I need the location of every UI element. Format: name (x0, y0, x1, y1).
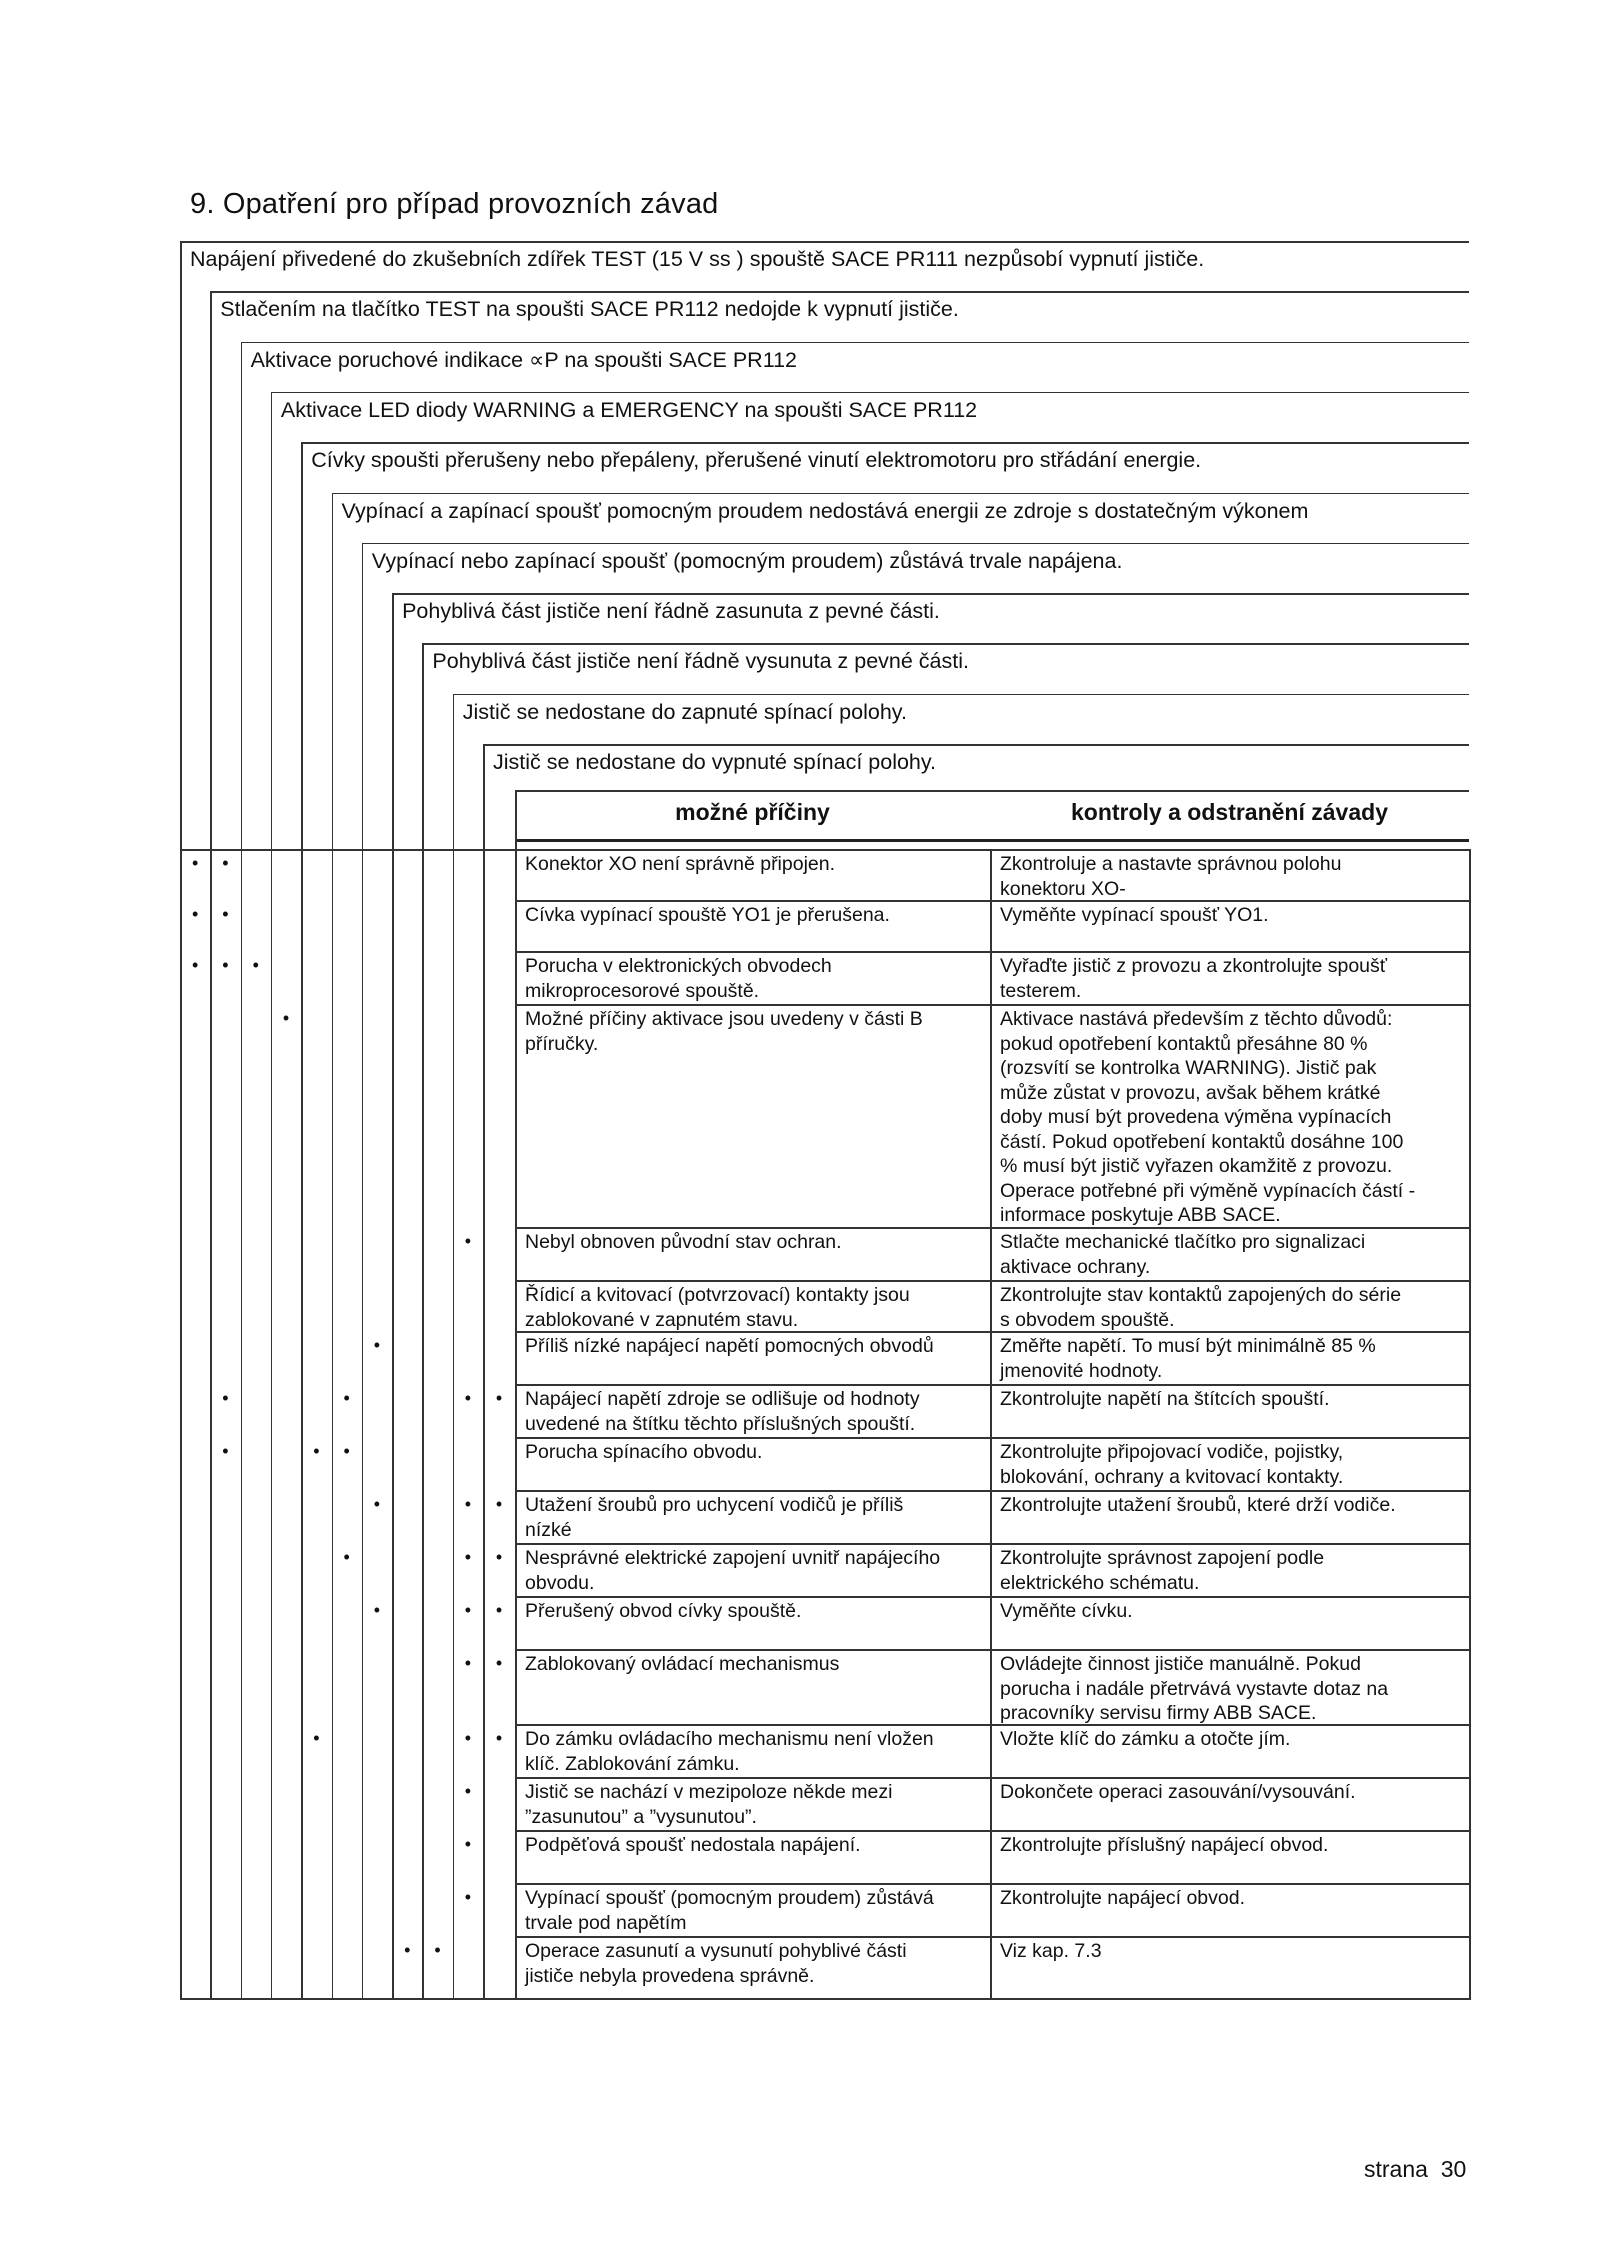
check-line: Operace potřebné při výměně vypínacích částí - (1000, 1179, 1416, 1202)
cause-cell (525, 1780, 986, 1829)
condition-rule (271, 392, 1469, 394)
check-cell (1000, 954, 1465, 1003)
cause-cell (525, 1886, 986, 1935)
cause-cell (525, 1652, 986, 1677)
cause-cell (525, 1939, 986, 1988)
check-line: Ovládejte činnost jističe manuálně. Pokud (1000, 1653, 1361, 1675)
header-bottom-rule (515, 839, 1469, 842)
check-line: Viz kap. 7.3 (1000, 1940, 1102, 1962)
bullet-mark: • (222, 853, 229, 873)
table-row-rule (515, 1936, 1469, 1938)
table-row-rule (515, 1596, 1469, 1598)
condition-label: Cívky spoušti přerušeny nebo přepáleny, přerušené vinutí elektromotoru pro střádání energie. (311, 448, 1202, 473)
check-line: informace poskytuje ABB SACE. (1000, 1204, 1281, 1226)
check-cell (1000, 1387, 1465, 1412)
bullet-mark: • (464, 1653, 471, 1673)
table-row-rule (515, 900, 1469, 902)
table-row-rule (515, 1004, 1469, 1006)
bullet-mark: • (222, 1441, 229, 1461)
check-line: Zkontrolujte napájecí obvod. (1000, 1887, 1245, 1909)
bullet-mark: • (191, 853, 199, 873)
check-line: jmenovité hodnoty. (1000, 1359, 1163, 1382)
table-bottom-rule (180, 1998, 1471, 2000)
condition-label: Napájení přivedené do zkušebních zdířek TEST (15 V ss ) spouště SACE PR111 nezpůsobí vypnutí jističe. (190, 247, 1205, 271)
cause-line: Podpěťová spoušť nedostala napájení. (525, 1834, 861, 1856)
condition-label: Jistič se nedostane do vypnuté spínací polohy. (493, 750, 937, 774)
cause-cell (525, 1599, 986, 1624)
bullet-mark: • (464, 1231, 471, 1251)
check-line: částí. Pokud opotřebení kontaktů dosáhne 100 (1000, 1130, 1404, 1153)
check-line: Stlačte mechanické tlačítko pro signalizaci (1000, 1231, 1366, 1253)
cause-line: Porucha spínacího obvodu. (525, 1441, 763, 1463)
check-line: Vyměňte cívku. (1000, 1600, 1133, 1622)
cause-line: obvodu. (525, 1571, 595, 1594)
table-row-rule (515, 951, 1469, 953)
cause-line: Vypínací spoušť (pomocným proudem) zůstává (525, 1887, 934, 1909)
check-cell (1000, 1283, 1465, 1332)
condition-rule (210, 291, 1469, 293)
condition-label: Jistič se nedostane do zapnuté spínací polohy. (462, 699, 907, 724)
bullet-mark: • (313, 1728, 320, 1748)
table-row-rule (515, 1280, 1469, 1282)
check-line: (rozsvítí se kontrolka WARNING). Jistič pak (1000, 1057, 1377, 1079)
cause-cell (525, 1283, 986, 1332)
check-line: Zkontrolujte napětí na štítcích spouští. (1000, 1388, 1330, 1410)
condition-rule (180, 241, 1469, 243)
cause-line: uvedené na štítku těchto příslušných spouští. (525, 1412, 916, 1435)
cause-cell (525, 1334, 986, 1359)
bullet-mark: • (464, 1728, 471, 1748)
cause-cell (525, 1833, 986, 1858)
check-line: pracovníky servisu firmy ABB SACE. (1000, 1702, 1317, 1724)
cause-line: jističe nebyla provedena správně. (525, 1964, 815, 1987)
check-line: Aktivace nastává především z těchto důvodů: (1000, 1008, 1393, 1030)
check-line: porucha i nadále přetrvává vystavte dotaz na (1000, 1677, 1389, 1700)
check-cell (1000, 1493, 1465, 1518)
cause-cell (525, 954, 986, 1003)
cause-line: mikroprocesorové spouště. (525, 979, 760, 1002)
page-footer (1364, 2156, 1466, 2183)
condition-label: Pohyblivá část jističe není řádně zasunuta z pevné části. (402, 599, 940, 624)
cause-cell (525, 1493, 986, 1542)
bullet-mark: • (495, 1728, 503, 1748)
check-cell (1000, 852, 1465, 901)
check-line: konektoru XO- (1000, 877, 1126, 900)
condition-rule (483, 744, 1469, 746)
cause-line: příručky. (525, 1032, 599, 1055)
check-cell (1000, 1546, 1465, 1595)
condition-rule (241, 342, 1469, 344)
cause-line: Utažení šroubů pro uchycení vodičů je příliš (525, 1494, 904, 1516)
check-line: testerem. (1000, 979, 1082, 1002)
column-rule (453, 694, 455, 1998)
check-cell (1000, 1833, 1465, 1858)
table-row-rule (515, 1543, 1469, 1545)
bullet-mark: • (434, 1940, 441, 1960)
bullet-mark: • (191, 904, 199, 924)
condition-label: Vypínací nebo zapínací spoušť (pomocným proudem) zůstává trvale napájena. (371, 548, 1123, 573)
check-cell (1000, 1939, 1465, 1964)
cause-line: Příliš nízké napájecí napětí pomocných obvodů (525, 1335, 934, 1357)
cause-cell (525, 1546, 986, 1595)
column-rule (301, 442, 303, 1998)
bullet-mark: • (282, 1008, 290, 1028)
cause-cell (525, 1007, 986, 1056)
check-line: Zkontroluje a nastavte správnou polohu (1000, 853, 1342, 875)
bullet-mark: • (464, 1600, 471, 1620)
table-row-rule (515, 1777, 1469, 1779)
check-line: elektrického schématu. (1000, 1571, 1200, 1594)
bullet-mark: • (313, 1441, 320, 1461)
cause-line: Cívka vypínací spouště YO1 je přerušena. (525, 904, 890, 926)
condition-rule (392, 593, 1469, 595)
table-row-rule (515, 1830, 1469, 1832)
bullet-mark: • (464, 1781, 471, 1801)
column-rule (180, 241, 182, 1998)
header-causes: možné příčiny (675, 799, 830, 825)
page-number: 30 (1440, 2156, 1467, 2182)
bullet-mark: • (495, 1600, 503, 1620)
bullet-mark: • (495, 1653, 503, 1673)
check-line: blokování, ochrany a kvitovací kontakty. (1000, 1465, 1344, 1488)
column-rule (271, 392, 273, 1998)
cause-line: Přerušený obvod cívky spouště. (525, 1600, 802, 1622)
bullet-mark: • (495, 1494, 503, 1514)
bullet-mark: • (373, 1335, 381, 1355)
cause-cell (525, 1727, 986, 1776)
check-cell (1000, 1727, 1465, 1752)
check-cell (1000, 1007, 1465, 1228)
bullet-mark: • (464, 1494, 471, 1514)
table-row-rule (515, 1490, 1469, 1492)
header-checks: kontroly a odstranění závady (1071, 799, 1388, 825)
bullet-mark: • (343, 1441, 350, 1461)
cause-line: Do zámku ovládacího mechanismu není vložen (525, 1728, 934, 1750)
check-cell (1000, 903, 1465, 928)
cause-line: Porucha v elektronických obvodech (525, 955, 832, 977)
bullet-mark: • (464, 1834, 471, 1854)
table-row-rule (515, 1724, 1469, 1726)
check-line: Zkontrolujte utažení šroubů, které drží vodiče. (1000, 1494, 1396, 1516)
condition-rule (422, 643, 1469, 645)
check-line: Vyřaďte jistič z provozu a zkontrolujte spoušť (1000, 955, 1388, 977)
bullet-mark: • (222, 904, 229, 924)
bullet-mark: • (373, 1494, 381, 1514)
page-title: 9. Opatření pro případ provozních závad (190, 188, 719, 220)
cause-line: trvale pod napětím (525, 1911, 687, 1934)
check-line: doby musí být provedena výměna vypínacích (1000, 1106, 1392, 1128)
cause-cell (525, 903, 986, 928)
bullet-mark: • (404, 1940, 411, 1960)
bullet-mark: • (222, 955, 229, 975)
column-rule (241, 342, 243, 1998)
bullet-mark: • (252, 955, 259, 975)
check-line: % musí být jistič vyřazen okamžitě z provozu. (1000, 1155, 1393, 1177)
cause-line: klíč. Zablokování zámku. (525, 1752, 740, 1775)
table-row-rule (515, 1227, 1469, 1229)
cause-line: Jistič se nachází v mezipoloze někde mezi (525, 1781, 893, 1803)
cause-cell (525, 1440, 986, 1465)
column-rule (210, 291, 212, 1998)
check-line: Dokončete operaci zasouvání/vysouvání. (1000, 1781, 1356, 1803)
cause-line: Napájecí napětí zdroje se odlišuje od hodnoty (525, 1388, 920, 1410)
condition-label: Stlačením na tlačítko TEST na spoušti SACE PR112 nedojde k vypnutí jističe. (220, 297, 959, 322)
check-line: Vložte klíč do zámku a otočte jím. (1000, 1728, 1291, 1750)
condition-label: Vypínací a zapínací spoušť pomocným proudem nedostává energii ze zdroje s dostatečným výkonem (341, 498, 1309, 523)
bullet-mark: • (495, 1547, 503, 1567)
table-top-rule (180, 849, 1469, 851)
check-line: s obvodem spouště. (1000, 1308, 1175, 1331)
bullet-mark: • (343, 1547, 350, 1567)
cause-cell (525, 852, 986, 877)
check-column-rule (990, 849, 992, 1998)
check-line: Vyměňte vypínací spoušť YO1. (1000, 904, 1269, 926)
check-line: může zůstat v provozu, avšak během krátké (1000, 1081, 1381, 1104)
check-line: Zkontrolujte připojovací vodiče, pojistky, (1000, 1441, 1344, 1463)
table-row-rule (515, 1883, 1469, 1885)
cause-column-left-rule (515, 790, 517, 1998)
bullet-mark: • (373, 1600, 381, 1620)
cause-line: Nebyl obnoven původní stav ochran. (525, 1231, 842, 1253)
column-rule (422, 643, 424, 1998)
bullet-mark: • (464, 1887, 471, 1907)
bullet-mark: • (222, 1388, 229, 1408)
cause-line: Řídicí a kvitovací (potvrzovací) kontakty jsou (525, 1284, 910, 1306)
check-cell (1000, 1886, 1465, 1911)
bullet-mark: • (495, 1388, 503, 1408)
check-cell (1000, 1334, 1465, 1383)
condition-label: Aktivace poruchové indikace ∝P na spoušti SACE PR112 (250, 347, 797, 372)
column-rule (483, 744, 485, 1998)
cause-line: zablokované v zapnutém stavu. (525, 1308, 799, 1331)
table-row-rule (515, 1649, 1469, 1651)
cause-line: Konektor XO není správně připojen. (525, 853, 836, 875)
table-row-rule (515, 1437, 1469, 1439)
cause-line: Možné příčiny aktivace jsou uvedeny v části B (525, 1008, 923, 1030)
column-rule (362, 543, 364, 1998)
cause-line: nízké (525, 1518, 572, 1541)
check-line: Změřte napětí. To musí být minimálně 85 % (1000, 1335, 1376, 1357)
table-row-rule (515, 1384, 1469, 1386)
column-rule (332, 493, 334, 1999)
check-line: Zkontrolujte příslušný napájecí obvod. (1000, 1834, 1329, 1856)
condition-rule (453, 694, 1469, 696)
condition-label: Aktivace LED diody WARNING a EMERGENCY na spoušti SACE PR112 (280, 397, 978, 422)
cause-cell (525, 1387, 986, 1436)
check-line: Zkontrolujte stav kontaktů zapojených do série (1000, 1284, 1402, 1306)
condition-label: Pohyblivá část jističe není řádně vysunuta z pevné části. (432, 649, 969, 674)
check-line: Zkontrolujte správnost zapojení podle (1000, 1547, 1325, 1569)
bullet-mark: • (343, 1388, 350, 1408)
cause-line: Operace zasunutí a vysunutí pohyblivé části (525, 1940, 907, 1962)
bullet-mark: • (191, 955, 199, 975)
check-cell (1000, 1780, 1465, 1805)
table-row-rule (515, 1331, 1469, 1333)
bullet-mark: • (464, 1388, 471, 1408)
page-label: strana (1364, 2156, 1428, 2182)
cause-line: Zablokovaný ovládací mechanismus (525, 1653, 840, 1675)
cause-line: Nesprávné elektrické zapojení uvnitř napájecího (525, 1547, 941, 1569)
cause-cell (525, 1230, 986, 1255)
table-right-rule (1469, 849, 1471, 1998)
check-cell (1000, 1230, 1465, 1279)
check-line: aktivace ochrany. (1000, 1255, 1151, 1278)
condition-rule (301, 442, 1469, 444)
condition-rule (332, 493, 1470, 495)
condition-rule (362, 543, 1469, 545)
check-cell (1000, 1652, 1465, 1726)
check-cell (1000, 1599, 1465, 1624)
check-cell (1000, 1440, 1465, 1489)
column-rule (392, 593, 394, 1998)
check-line: pokud opotřebení kontaktů přesáhne 80 % (1000, 1032, 1368, 1055)
bullet-mark: • (464, 1547, 471, 1567)
cause-line: ”zasunutou” a ”vysunutou”. (525, 1805, 757, 1828)
header-rule (515, 790, 1469, 792)
